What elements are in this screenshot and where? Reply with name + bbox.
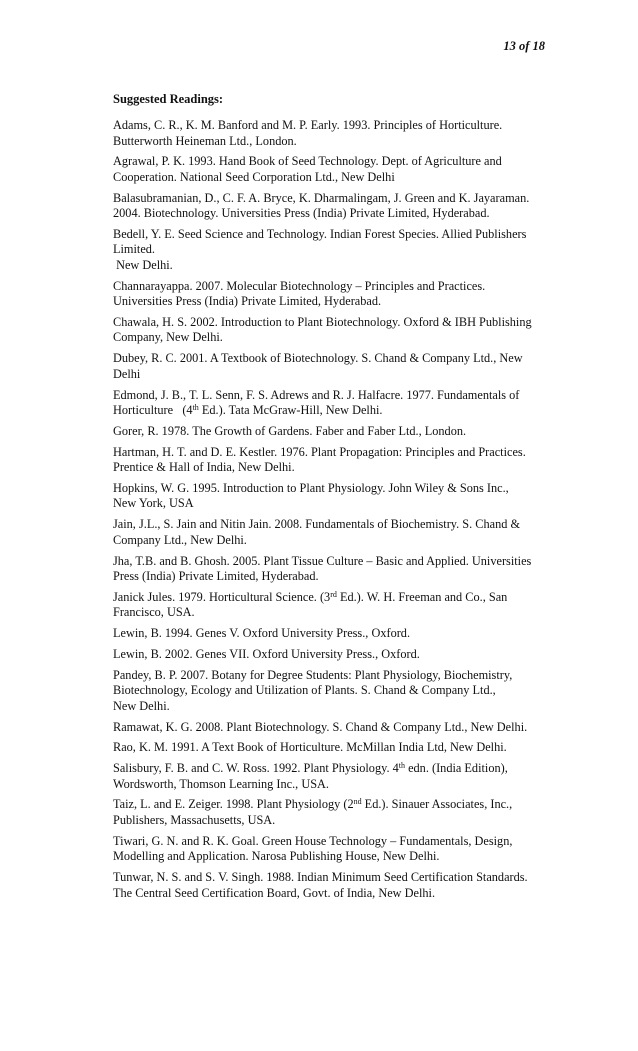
reference-item <box>113 761 547 792</box>
reference-line: Channarayappa. 2007. Molecular Biotechnology – Principles and Practices. <box>113 278 486 293</box>
reference-line: Francisco, USA. <box>113 605 195 620</box>
reference-line: Modelling and Application. Narosa Publishing House, New Delhi. <box>113 849 440 864</box>
reference-line: Wordsworth, Thomson Learning Inc., USA. <box>113 776 329 791</box>
reference-line: Hopkins, W. G. 1995. Introduction to Plant Physiology. John Wiley & Sons Inc., <box>113 480 509 495</box>
reference-item <box>113 626 547 642</box>
reference-line: Jain, J.L., S. Jain and Nitin Jain. 2008. Fundamentals of Biochemistry. S. Chand & <box>113 517 521 532</box>
reference-item <box>113 445 547 476</box>
reference-line: Balasubramanian, D., C. F. A. Bryce, K. Dharmalingam, J. Green and K. Jayaraman. <box>113 190 530 205</box>
reference-line: Tiwari, G. N. and R. K. Goal. Green House Technology – Fundamentals, Design, <box>113 833 513 848</box>
superscript: rd <box>330 589 337 599</box>
reference-line: Gorer, R. 1978. The Growth of Gardens. Faber and Faber Ltd., London. <box>113 423 467 438</box>
reference-line: Press (India) Private Limited, Hyderabad. <box>113 569 319 584</box>
reference-text: Horticulture (4 <box>113 403 193 418</box>
reference-line: 2004. Biotechnology. Universities Press (India) Private Limited, Hyderabad. <box>113 206 490 221</box>
reference-line: Jha, T.B. and B. Ghosh. 2005. Plant Tissue Culture – Basic and Applied. Universities <box>113 553 532 568</box>
reference-line <box>113 797 512 811</box>
superscript: nd <box>353 797 362 807</box>
reference-line: Hartman, H. T. and D. E. Kestler. 1976. Plant Propagation: Principles and Practices. <box>113 444 526 459</box>
reference-line <box>113 403 547 419</box>
superscript: th <box>192 403 199 413</box>
reference-text: Ed.). Tata McGraw-Hill, New Delhi. <box>198 403 383 418</box>
reference-item <box>113 388 547 419</box>
reference-line: Pandey, B. P. 2007. Botany for Degree Students: Plant Physiology, Biochemistry, <box>113 667 513 682</box>
reference-line: Company, New Delhi. <box>113 330 223 345</box>
reference-line: Dubey, R. C. 2001. A Textbook of Biotechnology. S. Chand & Company Ltd., New <box>113 351 523 366</box>
reference-item <box>113 554 547 585</box>
reference-item <box>113 590 547 621</box>
reference-line: Publishers, Massachusetts, USA. <box>113 812 276 827</box>
reference-line: Universities Press (India) Private Limited, Hyderabad. <box>113 294 382 309</box>
reference-item <box>113 154 547 185</box>
reference-line: Lewin, B. 1994. Genes V. Oxford University Press., Oxford. <box>113 626 411 641</box>
reference-item <box>113 118 547 149</box>
reference-line: New Delhi. <box>113 698 170 713</box>
reference-item <box>113 668 547 715</box>
reference-line: Ramawat, K. G. 2008. Plant Biotechnology. S. Chand & Company Ltd., New Delhi. <box>113 719 528 734</box>
reference-item <box>113 834 547 865</box>
reference-text: Ed.). Sinauer Associates, Inc., <box>361 797 513 812</box>
reference-line: Cooperation. National Seed Corporation Ltd., New Delhi <box>113 169 395 184</box>
reference-line: Limited. <box>113 242 156 257</box>
reference-line: New York, USA <box>113 496 194 511</box>
reference-line: Rao, K. M. 1991. A Text Book of Horticulture. McMillan India Ltd, New Delhi. <box>113 740 507 755</box>
reference-line: Biotechnology, Ecology and Utilization of Plants. S. Chand & Company Ltd., <box>113 683 496 698</box>
reference-item <box>113 481 547 512</box>
reference-line: Lewin, B. 2002. Genes VII. Oxford University Press., Oxford. <box>113 646 420 661</box>
reference-line: The Central Seed Certification Board, Govt. of India, New Delhi. <box>113 885 436 900</box>
reference-item <box>113 647 547 663</box>
reference-item <box>113 720 547 736</box>
reference-item <box>113 279 547 310</box>
reference-line: Butterworth Heineman Ltd., London. <box>113 133 297 148</box>
reference-line: Company Ltd., New Delhi. <box>113 532 247 547</box>
reference-line: Prentice & Hall of India, New Delhi. <box>113 460 295 475</box>
reference-line: Delhi <box>113 366 141 381</box>
reference-item <box>113 740 547 756</box>
reference-text: Salisbury, F. B. and C. W. Ross. 1992. Plant Physiology. 4 <box>113 761 399 776</box>
reference-item <box>113 797 547 828</box>
reference-line: New Delhi. <box>113 257 173 272</box>
reference-item <box>113 191 547 222</box>
page-number: 13 of 18 <box>503 39 545 53</box>
reference-list <box>113 118 547 906</box>
reference-line: Chawala, H. S. 2002. Introduction to Plant Biotechnology. Oxford & IBH Publishing <box>113 314 532 329</box>
superscript: th <box>398 761 405 771</box>
reference-text: Taiz, L. and E. Zeiger. 1998. Plant Physiology (2 <box>113 797 354 812</box>
reference-item <box>113 227 547 274</box>
reference-item <box>113 517 547 548</box>
reference-line: Agrawal, P. K. 1993. Hand Book of Seed Technology. Dept. of Agriculture and <box>113 154 502 169</box>
reference-item <box>113 351 547 382</box>
reference-line: Tunwar, N. S. and S. V. Singh. 1988. Indian Minimum Seed Certification Standards. <box>113 870 528 885</box>
reference-line: Edmond, J. B., T. L. Senn, F. S. Adrews and R. J. Halfacre. 1977. Fundamentals of <box>113 387 520 402</box>
section-heading: Suggested Readings: <box>113 92 224 106</box>
reference-text: edn. (India Edition), <box>405 761 508 776</box>
reference-text: Janick Jules. 1979. Horticultural Science. (3 <box>113 589 331 604</box>
reference-item <box>113 315 547 346</box>
reference-text: Ed.). W. H. Freeman and Co., San <box>336 589 508 604</box>
reference-item <box>113 424 547 440</box>
reference-item <box>113 870 547 901</box>
reference-line <box>113 590 507 604</box>
reference-line <box>113 761 508 775</box>
reference-line: Bedell, Y. E. Seed Science and Technology. Indian Forest Species. Allied Publishers <box>113 226 527 241</box>
reference-line: Adams, C. R., K. M. Banford and M. P. Early. 1993. Principles of Horticulture. <box>113 118 503 132</box>
